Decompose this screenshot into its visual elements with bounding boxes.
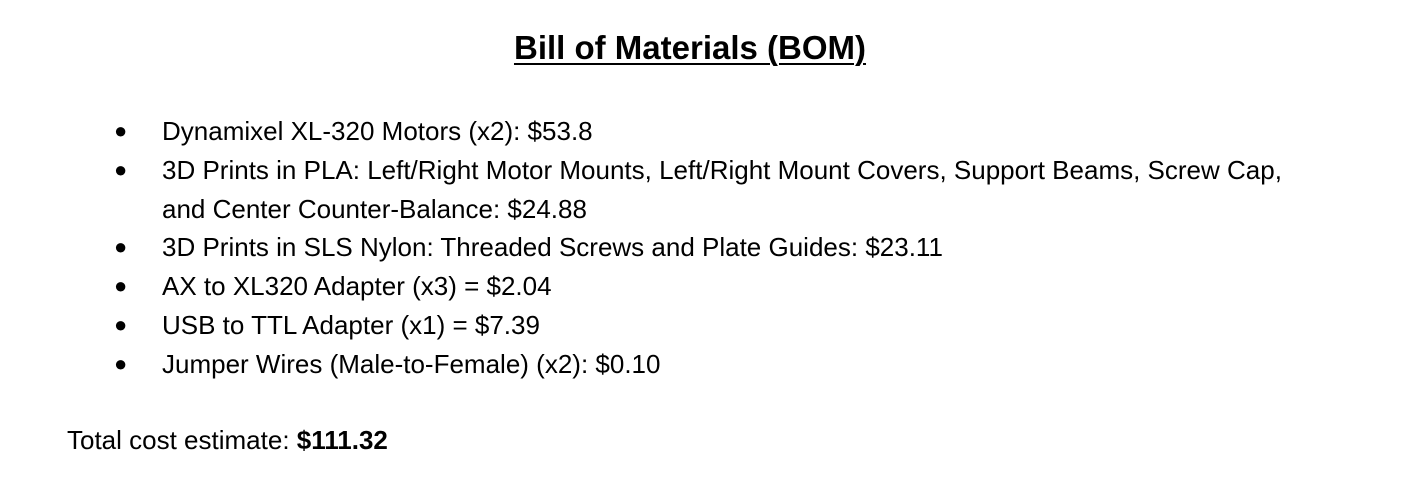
list-item [114,228,1314,267]
list-item-text: USB to TTL Adapter (x1) = $7.39 [162,309,540,340]
total-cost-label: Total cost estimate: [67,425,297,455]
list-item-text: AX to XL320 Adapter (x3) = $2.04 [162,271,552,302]
bullet-icon: ● [114,311,128,337]
list-item-text: Jumper Wires (Male-to-Female) (x2): $0.10 [162,348,661,379]
page-title: Bill of Materials (BOM) [513,29,867,66]
list-item [114,306,1314,345]
bullet-icon: ● [114,156,128,182]
list-item-text: Dynamixel XL-320 Motors (x2): $53.8 [162,116,593,146]
bullet-icon: ● [114,234,128,260]
bullet-icon: ● [114,273,128,299]
list-item [114,151,1314,229]
bom-list [114,112,1314,384]
list-item-text: 3D Prints in SLS Nylon: Threaded Screws and Plate Guides: $23.11 [162,232,943,263]
list-item-text: 3D Prints in PLA: Left/Right Motor Mounts, Left/Right Mount Covers, Support Beams, Screw Cap, and Center Counter-Balance: $24.88 [162,154,1282,224]
total-cost [67,421,388,459]
list-item [114,345,1314,384]
total-cost-value: $111.32 [296,425,388,455]
list-item [114,112,1314,151]
list-item [114,267,1314,306]
bullet-icon: ● [114,350,128,376]
bullet-icon: ● [114,118,128,143]
